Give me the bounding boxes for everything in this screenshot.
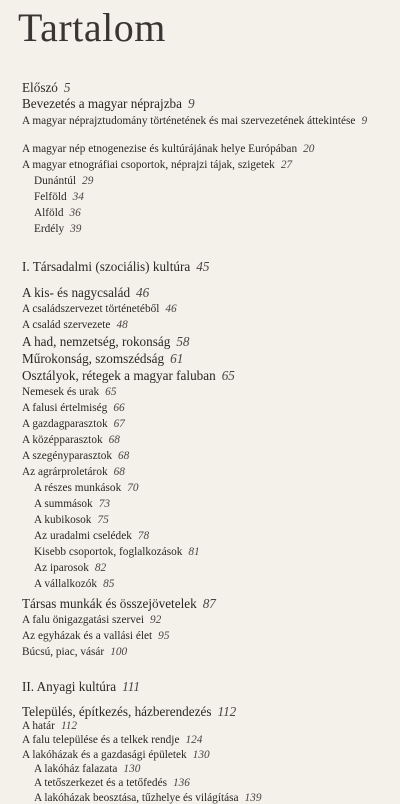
toc-entry-page: 87 bbox=[202, 596, 216, 611]
toc-entry-page: 112 bbox=[60, 719, 78, 732]
toc-entry bbox=[22, 721, 77, 732]
toc-entry bbox=[22, 113, 394, 130]
toc-entry bbox=[34, 192, 84, 203]
toc-entry bbox=[22, 144, 314, 155]
toc-entry-page: 139 bbox=[244, 791, 262, 804]
toc-entry-page: 39 bbox=[70, 223, 82, 235]
toc-entry bbox=[34, 176, 93, 187]
toc-entry-title: A falu települése és a telkek rendje bbox=[22, 734, 180, 747]
toc-entry-title: A falu önigazgatási szervei bbox=[22, 614, 145, 626]
toc-entry-page: 111 bbox=[122, 679, 140, 694]
toc-entry-page: 78 bbox=[137, 530, 150, 542]
toc-entry-page: 68 bbox=[113, 466, 125, 478]
toc-entry-title: Az egyházak és a vallási élet bbox=[22, 630, 153, 642]
toc-entry-page: 100 bbox=[110, 646, 128, 658]
toc-entry-title: Kisebb csoportok, foglalkozások bbox=[34, 546, 183, 558]
toc-entry bbox=[22, 705, 236, 718]
toc-entry-page: 112 bbox=[217, 703, 237, 719]
toc-entry bbox=[22, 435, 120, 446]
toc-entry-page: 73 bbox=[98, 498, 110, 510]
toc-entry-title: Előszó bbox=[22, 80, 58, 95]
toc-entry-title: A középparasztok bbox=[22, 434, 103, 446]
toc-entry-title: A lakóházak beosztása, tűzhelye és világítása bbox=[34, 791, 239, 804]
toc-entry-page: 46 bbox=[136, 285, 150, 300]
toc-entry-title: Az uradalmi cselédek bbox=[34, 530, 132, 542]
toc-entry bbox=[22, 335, 190, 348]
toc-entry bbox=[22, 160, 292, 171]
toc-entry-title: A tetőszerkezet és a tetőfedés bbox=[34, 777, 167, 790]
toc-entry-title: Alföld bbox=[34, 207, 64, 219]
toc-entry-page: 136 bbox=[173, 777, 190, 790]
toc-entry-page: 48 bbox=[116, 319, 128, 331]
toc-entry bbox=[22, 352, 183, 365]
toc-entry-title: Település, építkezés, házberendezés bbox=[22, 703, 212, 719]
toc-entry-page: 95 bbox=[158, 630, 170, 642]
toc-entry bbox=[22, 750, 210, 761]
toc-entry-title: A családszervezet történetéből bbox=[22, 303, 160, 315]
toc-entry-title: Dunántúl bbox=[34, 175, 77, 187]
toc-entry bbox=[34, 208, 81, 219]
toc-entry-title: A kubikosok bbox=[34, 514, 92, 526]
toc-entry-title: Erdély bbox=[34, 223, 65, 235]
toc-entry-title: A had, nemzetség, rokonság bbox=[22, 334, 171, 349]
toc-entry-title: II. Anyagi kultúra bbox=[22, 679, 117, 694]
toc-entry bbox=[34, 563, 106, 574]
toc-entry-page: 5 bbox=[63, 80, 71, 95]
toc-entry-title: A szegényparasztok bbox=[22, 450, 113, 462]
toc-entry bbox=[22, 304, 177, 315]
toc-entry-title: A kis- és nagycsalád bbox=[22, 285, 131, 300]
toc-entry bbox=[22, 97, 195, 110]
toc-entry-title: A summások bbox=[34, 498, 93, 510]
toc-entry bbox=[34, 483, 139, 494]
toc-entry bbox=[34, 531, 149, 542]
toc-entry-title: Búcsú, piac, vásár bbox=[22, 646, 105, 658]
toc-entry-page: 20 bbox=[303, 143, 315, 155]
toc-entry bbox=[22, 286, 149, 299]
toc-entry-page: 124 bbox=[185, 734, 203, 747]
toc-entry-title: A részes munkások bbox=[34, 482, 122, 494]
toc-entry-title: A magyar nép etnogenezise és kultúrájának helye Európában bbox=[22, 143, 298, 155]
toc-entry-title: Az iparosok bbox=[34, 562, 89, 574]
toc-entry bbox=[34, 764, 140, 775]
toc-entry bbox=[22, 369, 235, 382]
toc-entry-title: Osztályok, rétegek a magyar faluban bbox=[22, 368, 216, 383]
toc-entry-page: 65 bbox=[105, 386, 117, 398]
toc-entry bbox=[22, 451, 129, 462]
toc-entry bbox=[34, 793, 261, 804]
toc-entry-page: 92 bbox=[150, 614, 162, 626]
toc-entry bbox=[34, 547, 200, 558]
toc-entry-page: 61 bbox=[170, 351, 184, 366]
toc-entry-title: Nemesek és urak bbox=[22, 386, 100, 398]
toc-entry-page: 46 bbox=[165, 303, 177, 315]
toc-entry bbox=[22, 387, 116, 398]
toc-entry-title: Az agrárproletárok bbox=[22, 466, 108, 478]
toc-entry-page: 82 bbox=[94, 562, 107, 574]
toc-entry bbox=[22, 467, 125, 478]
toc-entry-page: 9 bbox=[188, 96, 195, 111]
toc-entry-page: 130 bbox=[123, 762, 141, 775]
toc-entry bbox=[22, 320, 128, 331]
toc-part-heading bbox=[22, 680, 140, 693]
toc-entry-page: 68 bbox=[108, 434, 120, 446]
toc-entry bbox=[22, 81, 71, 94]
toc-entry bbox=[22, 647, 127, 658]
toc-entry-title: Társas munkák és összejövetelek bbox=[22, 596, 197, 611]
toc-entry-page: 65 bbox=[221, 368, 235, 383]
toc-entry-page: 70 bbox=[127, 482, 139, 494]
toc-entry-page: 67 bbox=[113, 418, 125, 430]
toc-entry-title: A magyar etnográfiai csoportok, néprajzi tájak, szigetek bbox=[22, 159, 275, 171]
toc-entry bbox=[22, 735, 202, 746]
toc-entry-title: A magyar néprajztudomány történetének és mai szervezetének áttekintése bbox=[22, 115, 356, 127]
toc-entry-page: 58 bbox=[176, 334, 190, 349]
toc-entry-page: 85 bbox=[103, 578, 115, 590]
toc-entry-title: Bevezetés a magyar néprajzba bbox=[22, 96, 182, 111]
toc-entry-title: A lakóház falazata bbox=[34, 762, 118, 775]
toc-entry-title: A gazdagparasztok bbox=[22, 418, 108, 430]
toc-entry bbox=[22, 403, 125, 414]
toc-entry-page: 34 bbox=[72, 191, 84, 203]
toc-entry-page: 9 bbox=[361, 115, 368, 127]
toc-entry-title: Felföld bbox=[34, 191, 67, 203]
toc-entry bbox=[34, 515, 109, 526]
toc-entry bbox=[22, 419, 125, 430]
toc-entry-title: A falusi értelmiség bbox=[22, 402, 108, 414]
toc-entry-page: 27 bbox=[280, 159, 293, 171]
toc-entry-page: 68 bbox=[118, 450, 130, 462]
toc-entry-page: 130 bbox=[192, 748, 210, 761]
toc-entry bbox=[22, 631, 169, 642]
toc-entry bbox=[34, 579, 114, 590]
toc-entry-title: A család szervezete bbox=[22, 319, 111, 331]
toc-entry-page: 66 bbox=[113, 402, 125, 414]
toc-entry bbox=[34, 224, 81, 235]
toc-entry-title: A lakóházak és a gazdasági épületek bbox=[22, 748, 187, 761]
toc-entry-title: A vállalkozók bbox=[34, 578, 98, 590]
toc-entry bbox=[22, 615, 161, 626]
toc-entry-page: 75 bbox=[97, 514, 109, 526]
page-title: Tartalom bbox=[18, 5, 166, 50]
toc-part-heading bbox=[22, 260, 209, 273]
toc-entry bbox=[34, 499, 110, 510]
toc-entry-page: 81 bbox=[188, 546, 200, 558]
toc-entry-title: Műrokonság, szomszédság bbox=[22, 351, 165, 366]
toc-entry bbox=[22, 597, 216, 610]
toc-entry bbox=[34, 778, 190, 789]
toc-entry-title: I. Társadalmi (szociális) kultúra bbox=[22, 259, 191, 274]
toc-entry-title: A határ bbox=[22, 719, 55, 732]
toc-entry-page: 29 bbox=[82, 175, 94, 187]
toc-entry-page: 45 bbox=[196, 259, 210, 274]
toc-entry-page: 36 bbox=[69, 207, 81, 219]
